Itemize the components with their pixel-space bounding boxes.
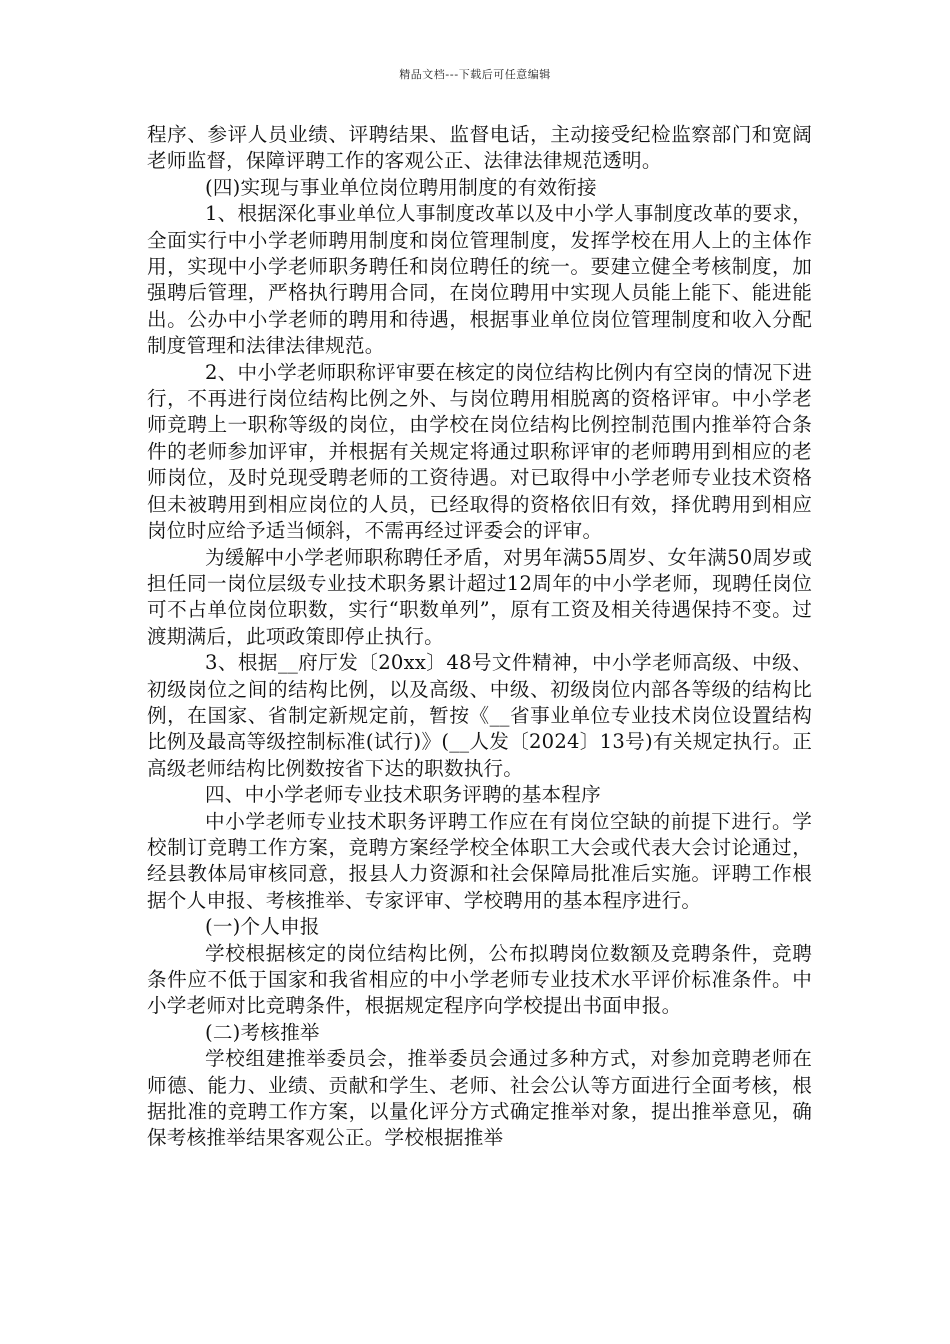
paragraph: 学校根据核定的岗位结构比例，公布拟聘岗位数额及竞聘条件，竞聘条件应不低于国家和我省相应的中小学老师专业技术水平评价标准条件。中小学老师对比竞聘条件，根据规定程序向学校提出书面申报。 xyxy=(147,941,812,1018)
section-heading: (一)个人申报 xyxy=(205,915,320,939)
section-heading: 四、中小学老师专业技术职务评聘的基本程序 xyxy=(205,783,601,807)
paragraph: 学校组建推举委员会，推举委员会通过多种方式，对参加竞聘老师在师德、能力、业绩、贡献和学生、老师、社会公认等方面进行全面考核，根据批准的竞聘工作方案，以量化评分方式确定推举对象，提出推举意见，确保考核推举结果客观公正。学校根据推举 xyxy=(147,1047,812,1150)
paragraph: 2、中小学老师职称评审要在核定的岗位结构比例内有空岗的情况下进行，不再进行岗位结构比例之外、与岗位聘用相脱离的资格评审。中小学老师竞聘上一职称等级的岗位，由学校在岗位结构比例控制范围内推举符合条件的老师参加评审，并根据有关规定将通过职称评审的老师聘用到相应的老师岗位，及时兑现受聘老师的工资待遇。对已取得中小学老师专业技术资格但未被聘用到相应岗位的人员，已经取得的资格依旧有效，择优聘用到相应岗位时应给予适当倾斜，不需再经过评委会的评审。 xyxy=(147,360,812,543)
paragraph: 中小学老师专业技术职务评聘工作应在有岗位空缺的前提下进行。学校制订竞聘工作方案，竞聘方案经学校全体职工大会或代表大会讨论通过，经县教体局审核同意，报县人力资源和社会保障局批准后实施。评聘工作根据个人申报、考核推举、专家评审、学校聘用的基本程序进行。 xyxy=(147,809,812,912)
paragraph: 1、根据深化事业单位人事制度改革以及中小学人事制度改革的要求，全面实行中小学老师聘用制度和岗位管理制度，发挥学校在用人上的主体作用，实现中小学老师职务聘任和岗位聘任的统一。要建立健全考核制度，加强聘后管理，严格执行聘用合同，在岗位聘用中实现人员能上能下、能进能出。公办中小学老师的聘用和待遇，根据事业单位岗位管理制度和收入分配制度管理和法律法律规范。 xyxy=(147,202,812,358)
section-heading: (二)考核推举 xyxy=(205,1020,320,1044)
paragraph: 3、根据__府厅发〔20xx〕48号文件精神，中小学老师高级、中级、初级岗位之间的结构比例，以及高级、中级、初级岗位内部各等级的结构比例，在国家、省制定新规定前，暂按《__省事业单位专业技术岗位设置结构比例及最高等级控制标准(试行)》(__人发〔2024〕13号)有关规定执行。正高级老师结构比例数按省下达的职数执行。 xyxy=(147,651,812,780)
page-header: 精品文档---下载后可任意编辑 xyxy=(399,68,551,81)
document-body xyxy=(147,122,812,1152)
paragraph: 为缓解中小学老师职称聘任矛盾，对男年满55周岁、女年满50周岁或担任同一岗位层级专业技术职务累计超过12周年的中小学老师，现聘任岗位可不占单位岗位职数，实行“职数单列”，原有工资及相关待遇保持不变。过渡期满后，此项政策即停止执行。 xyxy=(147,545,812,648)
section-heading: (四)实现与事业单位岗位聘用制度的有效衔接 xyxy=(205,175,597,199)
paragraph: 程序、参评人员业绩、评聘结果、监督电话，主动接受纪检监察部门和宽阔老师监督，保障评聘工作的客观公正、法律法律规范透明。 xyxy=(147,123,812,173)
